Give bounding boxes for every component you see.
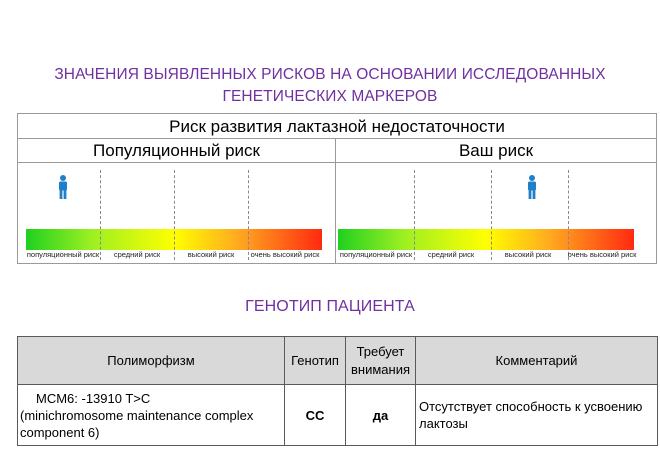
- scale-divider: [100, 170, 101, 260]
- scale-label-medium: средний риск: [113, 250, 161, 259]
- your-risk-header: Ваш риск: [336, 139, 656, 163]
- polymorphism-cell: [18, 385, 285, 446]
- table-row: [18, 385, 658, 446]
- person-icon: [526, 175, 538, 199]
- population-risk-header: Популяционный риск: [18, 139, 335, 163]
- scale-divider: [174, 170, 175, 260]
- genotype-value: CC: [285, 385, 346, 446]
- comment-value: Отсутствует способность к усвоению лактозы: [416, 385, 658, 446]
- risk-section-title: [0, 64, 660, 108]
- scale-label-high: высокий риск: [504, 250, 552, 259]
- scale-label-medium: средний риск: [427, 250, 475, 259]
- genotype-section-title: ГЕНОТИП ПАЦИЕНТА: [245, 298, 415, 315]
- scale-label-high: высокий риск: [187, 250, 235, 259]
- polymorphism-description: (minichromosome maintenance complex component 6): [20, 407, 254, 440]
- population-risk-column: [18, 139, 336, 263]
- risk-gradient-bar: [338, 229, 634, 250]
- scale-divider: [568, 170, 569, 260]
- genotype-table-header-row: [18, 337, 658, 385]
- person-icon: [57, 175, 69, 199]
- header-genotype: Генотип: [285, 337, 346, 385]
- scale-divider: [248, 170, 249, 260]
- risk-title-line-1: ЗНАЧЕНИЯ ВЫЯВЛЕННЫХ РИСКОВ НА ОСНОВАНИИ ИССЛЕДОВАННЫХ: [54, 66, 606, 83]
- your-risk-scale: [338, 163, 637, 265]
- risk-title-line-2: ГЕНЕТИЧЕСКИХ МАРКЕРОВ: [222, 88, 438, 105]
- scale-label-population: популяционный риск: [339, 250, 413, 259]
- scale-divider: [414, 170, 415, 260]
- scale-label-very-high: очень высокий риск: [250, 250, 320, 259]
- your-risk-column: [336, 139, 656, 263]
- population-risk-scale: [26, 163, 322, 265]
- attention-value: да: [346, 385, 416, 446]
- polymorphism-name: MCM6: -13910 T>C: [36, 390, 151, 406]
- scale-divider: [491, 170, 492, 260]
- header-comment: Комментарий: [416, 337, 658, 385]
- genotype-table: [17, 336, 658, 446]
- scale-label-population: популяционный риск: [26, 250, 100, 259]
- header-polymorphism: Полиморфизм: [18, 337, 285, 385]
- risk-table-header: Риск развития лактазной недостаточности: [18, 114, 656, 139]
- scale-label-very-high: очень высокий риск: [567, 250, 637, 259]
- risk-panel: [17, 113, 657, 264]
- header-attention: Требует внимания: [346, 337, 416, 385]
